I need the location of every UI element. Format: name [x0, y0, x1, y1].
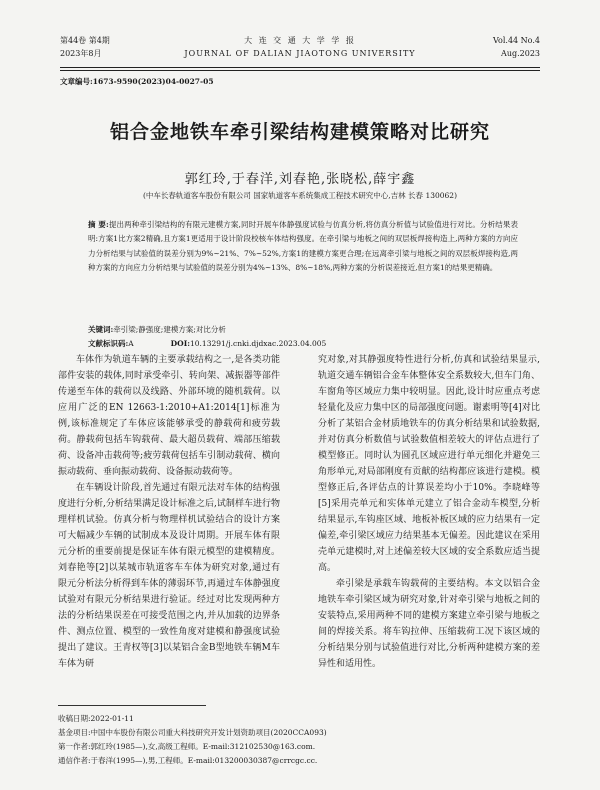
header-rule-thick	[60, 67, 540, 68]
clc-value: A	[128, 339, 134, 348]
keywords-text: 牵引梁;静强度;建模方案;对比分析	[113, 325, 226, 334]
volume-issue: 第44卷 第4期	[60, 36, 110, 45]
abstract	[88, 218, 518, 275]
paper-meta	[88, 323, 518, 351]
body-paragraph: 究对象,对其静强度特性进行分析,仿真和试验结果显示,轨道交通车辆铝合金车体整体安全系数较大,但车门角、车窗角等区域应力集中较明显。因此,设计时应重点考虑轻量化及应力集中区的局部强度问题。谢素明等[4]对比分析了某铝合金材质地铁车的仿真分析结果和试验数据,并对仿真分析数值与试验数值相差较大的评估点进行了模型修正。同时认为圆孔区域应进行单元细化并避免三角形单元,对局部刚度有贡献的结构都应该进行建模。模型修正后,各评估点的计算误差均小于10%。李晓峰等[5]采用壳单元和实体单元建立了铝合金动车模型,分析结果显示,车钩座区域、地板补板区域的应力结果有一定偏差,牵引梁区域应力结果基本无偏差。因此建议在采用壳单元建模时,对上述偏差较大区域的安全系数应适当提高。	[318, 355, 540, 573]
doi-value: 10.13291/j.cnki.djdxac.2023.04.005	[190, 339, 327, 348]
doi-label: DOI:	[170, 339, 190, 348]
footnote-received: 收稿日期:2022-01-11	[58, 714, 134, 723]
footnote-rule	[58, 705, 206, 706]
header-right	[493, 34, 540, 60]
header-center	[60, 34, 540, 60]
footnote-funding: 基金项目:中国中车股份有限公司重大科技研究开发计划资助项目(2020CCA093)	[58, 728, 327, 737]
publish-date: 2023年8月	[60, 49, 102, 58]
publish-date-en: Aug.2023	[501, 49, 540, 58]
footnote-first-author: 第一作者:郭红玲(1985—),女,高级工程师。E-mail:312102530@163.com.	[58, 742, 316, 751]
affiliation: (中车长春轨道客车股份有限公司 国家轨道客车系统集成工程技术研究中心,吉林 长春 130062)	[142, 191, 458, 200]
body-paragraph: 车体作为轨道车辆的主要承载结构之一,是各类功能部件安装的载体,同时承受牵引、转向架、减振器等部件传递至车体的载荷以及线路、外部环境的随机载荷。以应用广泛的EN 12663-1:2010+A1:2014[1]标准为例,该标准规定了车体应该能够承受的静载荷和疲劳载荷。静载荷包括车钩载荷、最大超员载荷、端部压缩载荷、设备冲击载荷等;疲劳载荷包括车引制动载荷、横向振动载荷、垂向振动载荷、设备振动载荷等。	[58, 355, 280, 477]
body-paragraph: 在车辆设计阶段,首先通过有限元法对车体的结构强度进行分析,分析结果满足设计标准之后,试制样车进行物理样机试验。仿真分析与物理样机试验结合的设计方案可大幅减少车辆的试制成本及设计周期。开展车体有限元分析的重要前提是保证车体有限元模型的建模精度。刘春艳等[2]以某城市轨道客车车体为研究对象,通过有限元分析法分析得到车体的薄弱环节,再通过车体静强度试验对有限元分析结果进行验证。经过对比发现两种方法的分析结果误差在可接受范围之内,并从加载的边界条件、测点位置、模型的一致性角度对建模和静强度试验提出了建议。王青权等[3]以某铝合金B型地铁车辆M车车体为研	[58, 483, 280, 669]
body-paragraph: 牵引梁是承载车钩载荷的主要结构。本文以铝合金地铁车牵引梁区域为研究对象,针对牵引梁与地板之间的安装特点,采用两种不同的建模方案建立牵引梁与地板之间的焊接关系。将车钩拉伸、压缩载荷工况下该区域的分析结果分别与试验值进行对比,分析两种建模方案的差异性和适用性。	[318, 579, 540, 669]
clc-label: 文献标识码:	[88, 339, 129, 348]
journal-name-cn: 大 连 交 通 大 学 学 报	[244, 36, 356, 45]
abstract-text: 提出两种牵引梁结构的有限元建模方案,同时开展车体静强度试验与仿真分析,将仿真分析值与试验值进行对比。分析结果表明:方案1比方案2精确,且方案1更适用于设计阶段校核车体结构强度。在牵引梁与地板之间的双层板焊接构造上,两种方案的方向应力分析结果与试验值的误差分别为9%~21%、7%~52%,方案1的建模方案更合理;在远离牵引梁与地板之间的双层板焊接构造,两种方案的方向应力分析结果与试验值的误差分别为4%~13%、8%~18%,两种方案的分析误差接近,但方案1的结果更精确。	[88, 220, 518, 272]
paper-title: 铝合金地铁车牵引梁结构建模策略对比研究	[109, 121, 490, 143]
body-column-left	[58, 352, 280, 672]
running-header	[60, 34, 540, 68]
header-rule-thin	[60, 70, 540, 71]
body-column-right	[318, 352, 540, 672]
article-number: 文章编号:1673-9590(2023)04-0027-05	[60, 77, 214, 86]
keywords-label: 关键词:	[88, 325, 114, 334]
volume-issue-en: Vol.44 No.4	[493, 36, 540, 45]
classification-row	[88, 337, 518, 351]
footnote-corresponding-author: 通信作者:于春洋(1995—),男,工程师。E-mail:013200030387@crrcgc.cc.	[58, 756, 318, 765]
journal-name-en: JOURNAL OF DALIAN JIAOTONG UNIVERSITY	[184, 49, 416, 58]
abstract-label: 摘 要:	[88, 220, 109, 229]
keywords	[88, 323, 518, 337]
author-list: 郭红玲,于春洋,刘春艳,张晓松,薛宇鑫	[184, 172, 416, 187]
